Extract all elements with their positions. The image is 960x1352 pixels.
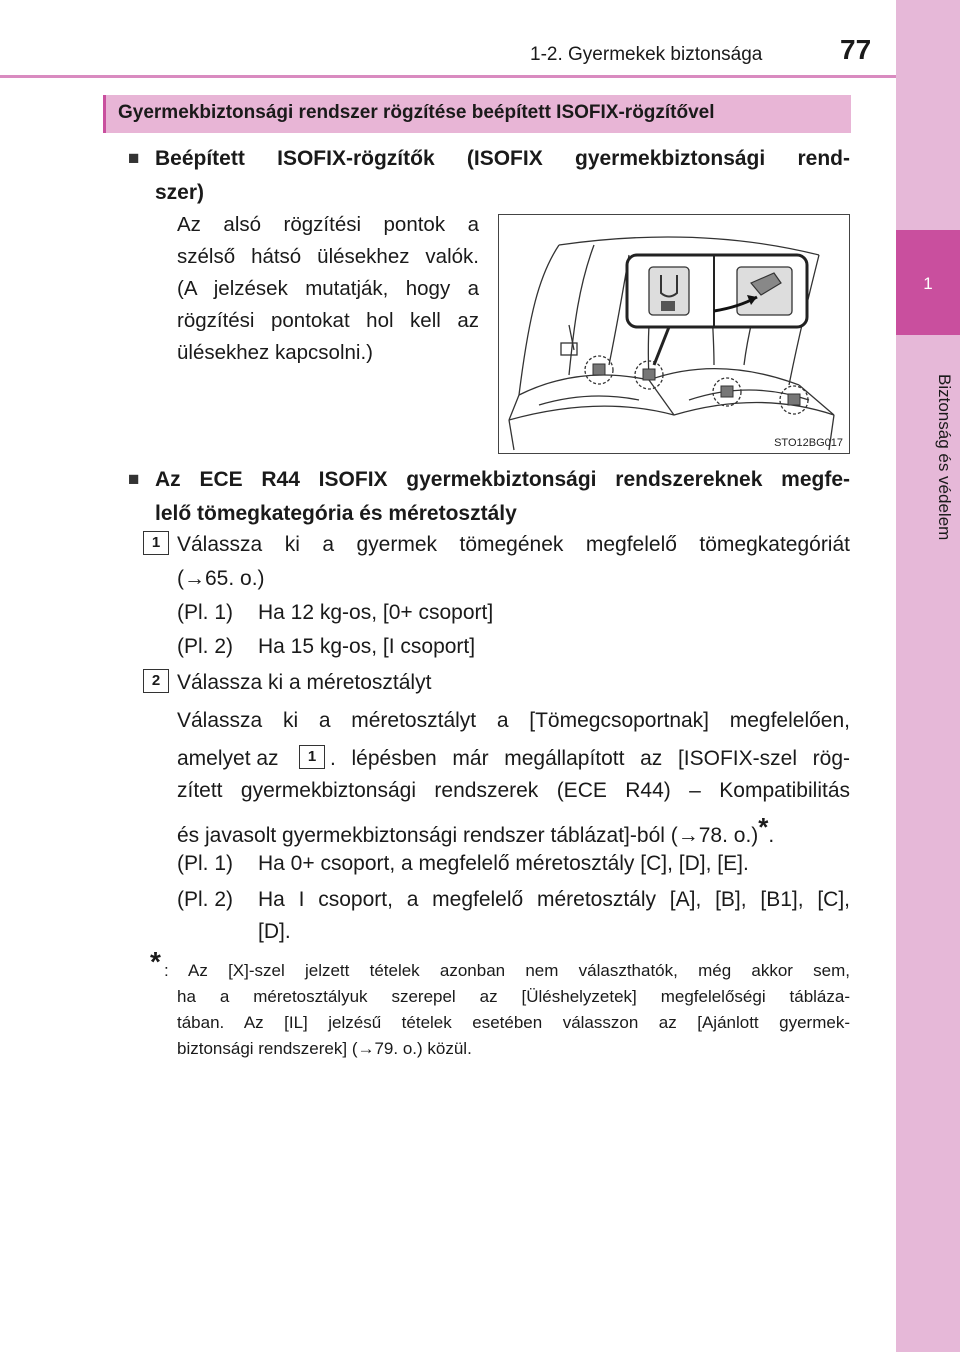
step1-example-text: Ha 12 kg-os, [0+ csoport] <box>258 601 494 624</box>
bullet-square: ■ <box>128 469 140 490</box>
rear-seat-illustration <box>499 215 850 454</box>
section1-heading-line1: Beépített ISOFIX-rögzítők (ISOFIX gyermekbiztonsági rend- <box>155 147 850 170</box>
step2-example-text: Ha I csoport, a megfelelő méretosztály [A], [B], [B1], [C], <box>258 888 850 911</box>
section1-para-line: (A jelzések mutatják, hogy a <box>177 277 479 300</box>
header-divider <box>0 75 896 78</box>
step2-example-text-cont: [D]. <box>258 920 291 943</box>
step2-line5-text: és javasolt gyermekbiztonsági rendszer táblázat]-ból (→78. o.) <box>177 824 759 847</box>
step2-line3-pre: amelyet az <box>177 747 279 770</box>
footnote-line: biztonsági rendszerek] (→79. o.) közül. <box>177 1039 472 1058</box>
section2-heading-line1: Az ECE R44 ISOFIX gyermekbiztonsági rendszereknek megfe- <box>155 468 850 491</box>
bullet-square: ■ <box>128 148 140 169</box>
section2-heading-line2: lelő tömegkategória és méretosztály <box>155 502 517 525</box>
step-number-box: 1 <box>143 531 169 555</box>
footnote-line: : Az [X]-szel jelzett tételek azonban nem választhatók, még akkor sem, <box>164 961 850 980</box>
section1-para-line: Az alsó rögzítési pontok a <box>177 213 479 236</box>
step2-example-text: Ha 0+ csoport, a megfelelő méretosztály [C], [D], [E]. <box>258 852 749 875</box>
footnote-line: tában. Az [IL] jelzésű tételek esetében válasszon az [Ajánlott gyermek- <box>177 1013 850 1032</box>
section1-para-line: rögzítési pontokat hol kell az <box>177 309 479 332</box>
step1-example-label: (Pl. 1) <box>177 601 234 624</box>
footnote-line: ha a méretosztályuk szerepel az [Üléshelyzetek] megfelelőségi táblázа- <box>177 987 850 1006</box>
step2-line4: zített gyermekbiztonsági rendszerek (ECE R44) – Kompatibilitás <box>177 779 850 802</box>
step1-line2: (→65. o.) <box>177 567 265 590</box>
step2-example-label: (Pl. 2) <box>177 888 234 911</box>
section1-para-line: szélső hátsó ülésekhez valók. <box>177 245 479 268</box>
step1-example-text: Ha 15 kg-os, [I csoport] <box>258 635 476 658</box>
step2-example-label: (Pl. 1) <box>177 852 234 875</box>
footnote-star: * <box>758 812 769 842</box>
step2-line5-end: . <box>768 824 775 847</box>
step-number-box: 2 <box>143 669 169 693</box>
figure-code: STO12BG017 <box>774 437 843 449</box>
step-reference-box: 1 <box>299 745 325 769</box>
side-strip <box>896 0 960 1352</box>
step2-line2: Válassza ki a méretosztályt a [Tömegcsoportnak] megfelelően, <box>177 709 850 732</box>
chapter-number: 1 <box>923 274 933 293</box>
section1-heading-line2: szer) <box>155 181 205 204</box>
page-number: 77 <box>840 34 872 65</box>
step2-line3-post: . lépésben már megállapított az [ISOFIX-szel rög- <box>330 747 850 770</box>
chapter-title: Biztonság és védelem <box>935 373 954 541</box>
step2-line1: Válassza ki a méretosztályt <box>177 671 432 694</box>
section-title: Gyermekbiztonsági rendszer rögzítése beépített ISOFIX-rögzítővel <box>118 102 715 123</box>
step1-example-label: (Pl. 2) <box>177 635 234 658</box>
section1-para-line: ülésekhez kapcsolni.) <box>177 341 373 364</box>
footnote-marker: * <box>150 946 161 977</box>
isofix-figure <box>498 214 850 454</box>
step1-line1: Válassza ki a gyermek tömegének megfelelő tömegkategóriát <box>177 533 850 556</box>
header-section-title: 1-2. Gyermekek biztonsága <box>530 44 763 65</box>
